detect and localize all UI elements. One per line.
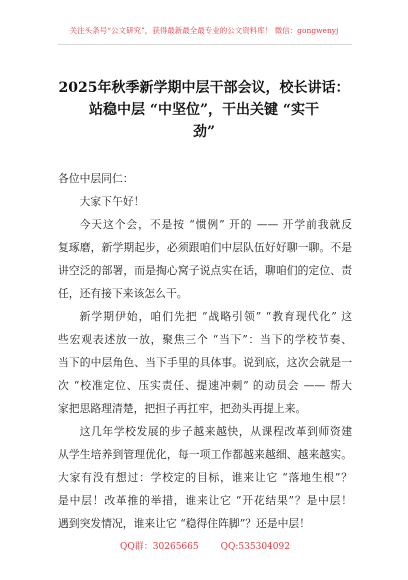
paragraph-line: 次 “校准定位、压实责任、提速冲刺” 的动员会 —— 帮大 <box>58 379 352 392</box>
greeting: 大家下午好！ <box>79 195 145 208</box>
body-paragraph <box>58 213 352 305</box>
paragraph-line: 大家有没有想过：学校定的目标，谁来让它 “落地生根”？ <box>58 471 352 484</box>
title-line: 劲” <box>192 124 216 140</box>
paragraph-line: 任，还有接下来该怎么干。 <box>58 287 188 300</box>
paragraph-line: 从学生培养到管理优化，每一项工作都越来越细、越来越实。 <box>58 448 352 461</box>
paragraph-line: 些宏观表述放一放，聚焦三个 “当下”：当下的学校节奏、 <box>58 333 352 346</box>
paragraph-line: 是中层！改革推的举措，谁来让它 “开花结果”？是中层！ <box>58 494 352 507</box>
header-notice: 关注头条号“公文研究”，获得最新最全最专业的公文资料库！ 微信：gongwenyj <box>69 26 339 35</box>
paragraph-line: 今天这个会，不是按 “惯例” 开的 —— 开学前我就反 <box>79 218 352 231</box>
footer-contacts <box>58 539 352 555</box>
body-paragraph <box>58 305 352 420</box>
body-paragraph <box>58 420 352 535</box>
title-line: 2025年秋季新学期中层干部会议，校长讲话： <box>58 80 350 96</box>
paragraph-line: 新学期伊始，咱们先把 “战略引领” “教育现代化” 这 <box>79 310 352 323</box>
footer-qq-group: QQ群：30265665 <box>120 542 199 552</box>
paragraph-line: 遇到突发情况，谁来让它 “稳得住阵脚”？还是中层！ <box>58 517 311 530</box>
paragraph-line: 复琢磨，新学期起步，必须跟咱们中层队伍好好聊一聊。不是 <box>58 241 352 254</box>
paragraph-line: 家把思路理清楚，把担子再扛牢，把劲头再提上来。 <box>58 402 307 415</box>
paragraph-line: 讲空泛的部署，而是掏心窝子说点实在话，聊咱们的定位、责 <box>58 264 352 277</box>
title-line: 站稳中层 “中坚位”，干出关键 “实干 <box>89 102 319 118</box>
document-body <box>58 167 352 535</box>
paragraph-line: 当下的中层角色、当下手里的具体事。说到底，这次会就是一 <box>58 356 352 369</box>
document-title <box>52 77 356 143</box>
footer-qq: QQ:535304092 <box>220 542 290 552</box>
salutation: 各位中层同仁： <box>58 172 134 185</box>
header-divider <box>58 44 352 45</box>
paragraph-line: 这几年学校发展的步子越来越快，从课程改革到师资建 <box>79 425 352 438</box>
